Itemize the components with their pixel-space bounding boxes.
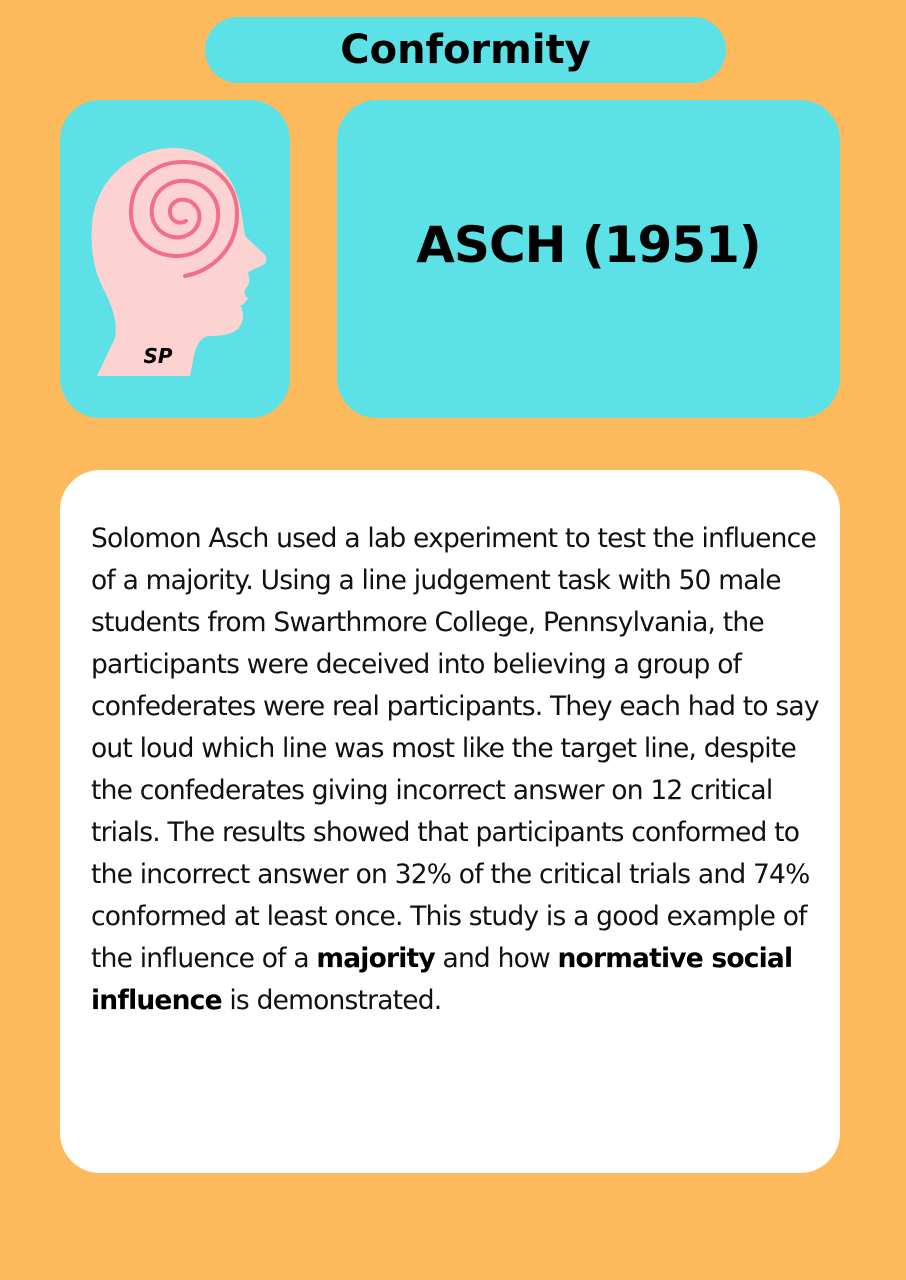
title-banner [205, 17, 726, 83]
logo-initials: SP [143, 344, 173, 368]
head-spiral-icon [60, 100, 290, 418]
page-title: Conformity [340, 27, 591, 73]
description-part-1: Solomon Asch used a lab experiment to test the influence of a majority. Using a line judgement task with 50 male students from Swarthmore College, Pennsylvania, the participants were deceived into believing a group of confederates were real participants. They each had to say out loud which line was most like the target line, despite the confederates giving incorrect answer on 12 critical trials. The results showed that participants conformed to the incorrect answer on 32% of the critical trials and 74% conformed at least once. This study is a good example of the influence of a [91, 523, 819, 974]
description-card [60, 470, 840, 1173]
keyword-majority: majority [316, 943, 435, 974]
description-part-2: and how [434, 943, 558, 974]
description-text [91, 518, 821, 1022]
description-part-3: is demonstrated. [221, 985, 442, 1016]
study-heading: ASCH (1951) [416, 216, 761, 274]
study-heading-card [337, 100, 840, 418]
keyword-normative-social-influence: normative social influence [91, 943, 793, 1016]
logo-card [60, 100, 290, 418]
